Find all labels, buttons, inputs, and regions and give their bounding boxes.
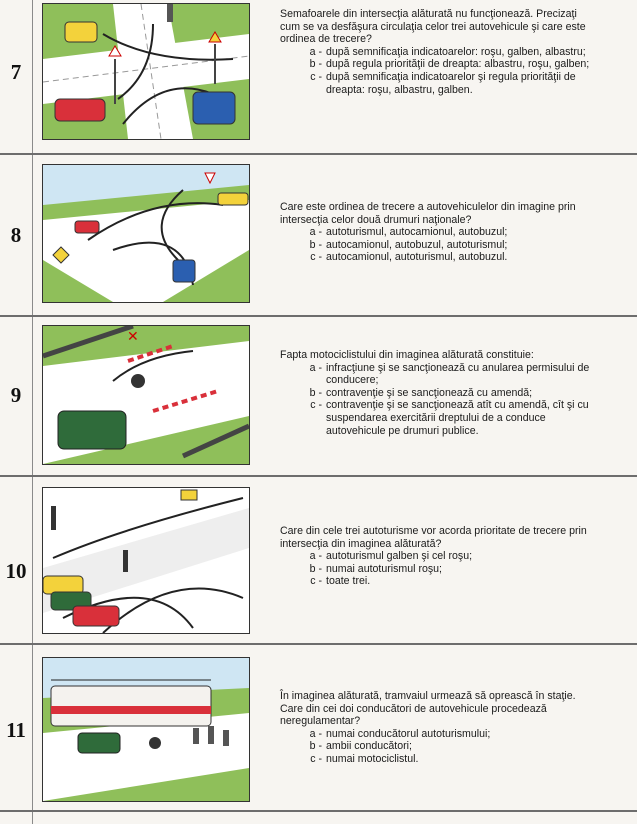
intersection-three-cars-drawing bbox=[43, 488, 249, 633]
question-9-illustration bbox=[42, 325, 250, 465]
answer-option-a[interactable] bbox=[280, 362, 592, 387]
question-9-text bbox=[280, 349, 592, 437]
intersection-drawing bbox=[43, 4, 249, 139]
answer-option-a[interactable] bbox=[280, 550, 592, 563]
option-letter: a - bbox=[309, 45, 322, 58]
number-column-divider bbox=[32, 0, 33, 824]
motorcyclist bbox=[149, 737, 161, 749]
car bbox=[75, 221, 99, 233]
question-prompt: Semafoarele din intersecţia alăturată nu funcţionează. Precizaţi cum se va desfăşura circulaţia celor trei autovehicule şi care este ordinea de trecere? bbox=[280, 8, 586, 46]
option-letter: b - bbox=[309, 740, 322, 753]
bus bbox=[218, 193, 248, 205]
option-letter: b - bbox=[309, 562, 322, 575]
option-text: numai motociclistul. bbox=[326, 752, 419, 765]
answer-option-c[interactable] bbox=[280, 575, 592, 588]
question-7-illustration bbox=[42, 3, 250, 140]
traffic-light-icon bbox=[167, 4, 173, 22]
option-text: infracţiune şi se sancţionează cu anularea permisului de conducere; bbox=[326, 361, 590, 387]
option-text: toate trei. bbox=[326, 575, 371, 588]
railway-crossing-drawing bbox=[43, 326, 249, 464]
question-8-illustration bbox=[42, 164, 250, 303]
answer-option-b[interactable] bbox=[280, 563, 592, 576]
traffic-light-icon bbox=[51, 506, 56, 530]
red-car bbox=[55, 99, 105, 121]
answer-option-c[interactable] bbox=[280, 399, 592, 437]
question-11-text bbox=[280, 690, 592, 766]
question-number: 7 bbox=[10, 60, 22, 84]
row-divider bbox=[0, 643, 637, 645]
pedestrian bbox=[208, 726, 214, 744]
answer-option-a[interactable] bbox=[280, 728, 592, 741]
question-7-text bbox=[280, 8, 592, 96]
answer-option-b[interactable] bbox=[280, 58, 592, 71]
option-text: numai conducătorul autoturismului; bbox=[326, 727, 491, 740]
option-letter: b - bbox=[309, 386, 322, 399]
yellow-car bbox=[65, 22, 97, 42]
option-letter: c - bbox=[310, 752, 322, 765]
option-text: după regula priorităţii de dreapta: albastru, roşu, galben; bbox=[326, 58, 590, 71]
question-8-text bbox=[280, 201, 592, 264]
option-letter: b - bbox=[309, 238, 322, 251]
answer-option-c[interactable] bbox=[280, 71, 592, 96]
question-number: 11 bbox=[6, 718, 26, 742]
truck bbox=[173, 260, 195, 282]
question-prompt: Fapta motociclistului din imaginea alăturată constituie: bbox=[280, 349, 534, 361]
question-number: 9 bbox=[10, 383, 22, 407]
answer-option-c[interactable] bbox=[280, 251, 592, 264]
option-text: autocamionul, autoturismul, autobuzul. bbox=[326, 251, 508, 264]
option-letter: c - bbox=[310, 70, 322, 83]
question-number: 10 bbox=[5, 559, 27, 583]
question-prompt: Care din cele trei autoturisme vor acorda prioritate de trecere prin intersecţia din imaginea alăturată? bbox=[280, 525, 587, 550]
option-text: contravenţie şi se sancţionează atît cu amendă, cît şi cu suspendarea exercitării dreptului de a conduce autovehicule pe drumuri publice. bbox=[326, 399, 589, 437]
answer-option-b[interactable] bbox=[280, 740, 592, 753]
option-text: contravenţie şi se sancţionează cu amendă; bbox=[326, 386, 533, 399]
question-11-illustration bbox=[42, 657, 250, 802]
option-letter: a - bbox=[309, 727, 322, 740]
option-letter: a - bbox=[309, 361, 322, 374]
national-roads-drawing bbox=[43, 165, 249, 302]
row-divider bbox=[0, 810, 637, 812]
question-prompt: În imaginea alăturată, tramvaiul urmează să oprească în staţie. Care din cei doi conducători de autovehicule procedează neregulamentar? bbox=[280, 690, 576, 728]
option-text: numai autoturismul roşu; bbox=[326, 562, 442, 575]
row-divider bbox=[0, 153, 637, 155]
answer-option-a[interactable] bbox=[280, 226, 592, 239]
pedestrian bbox=[223, 730, 229, 746]
option-letter: c - bbox=[310, 575, 322, 588]
row-divider bbox=[0, 475, 637, 477]
tram-stop-drawing bbox=[43, 658, 249, 801]
red-car bbox=[73, 606, 119, 626]
answer-option-c[interactable] bbox=[280, 753, 592, 766]
traffic-light-icon bbox=[123, 550, 128, 572]
row-divider bbox=[0, 315, 637, 317]
option-letter: b - bbox=[309, 58, 322, 71]
yellow-car bbox=[43, 576, 83, 594]
option-text: ambii conducători; bbox=[326, 740, 412, 753]
option-letter: a - bbox=[309, 226, 322, 239]
question-prompt: Care este ordinea de trecere a autovehiculelor din imagine prin intersecţia celor două drumuri naţionale? bbox=[280, 201, 576, 226]
green-car bbox=[58, 411, 126, 449]
answer-option-a[interactable] bbox=[280, 46, 592, 59]
question-number: 8 bbox=[10, 223, 22, 247]
option-text: autoturismul, autocamionul, autobuzul; bbox=[326, 226, 508, 239]
blue-car bbox=[193, 92, 235, 124]
pedestrian bbox=[193, 728, 199, 744]
question-10-text bbox=[280, 525, 592, 588]
answer-option-b[interactable] bbox=[280, 239, 592, 252]
option-letter: a - bbox=[309, 550, 322, 563]
option-text: autoturismul galben şi cel roşu; bbox=[326, 550, 473, 563]
question-10-illustration bbox=[42, 487, 250, 634]
option-letter: c - bbox=[310, 399, 322, 412]
option-letter: c - bbox=[310, 251, 322, 264]
railway-crossing-sign-icon: ✕ bbox=[127, 328, 139, 344]
motorcyclist bbox=[131, 374, 145, 388]
option-text: după semnificaţia indicatoarelor şi regula priorităţii de dreapta: roşu, albastru, galben. bbox=[326, 70, 576, 96]
option-text: autocamionul, autobuzul, autoturismul; bbox=[326, 238, 508, 251]
car bbox=[78, 733, 120, 753]
traffic-light-icon bbox=[181, 490, 197, 500]
option-text: după semnificaţia indicatoarelor: roşu, galben, albastru; bbox=[326, 45, 586, 58]
answer-option-b[interactable] bbox=[280, 387, 592, 400]
